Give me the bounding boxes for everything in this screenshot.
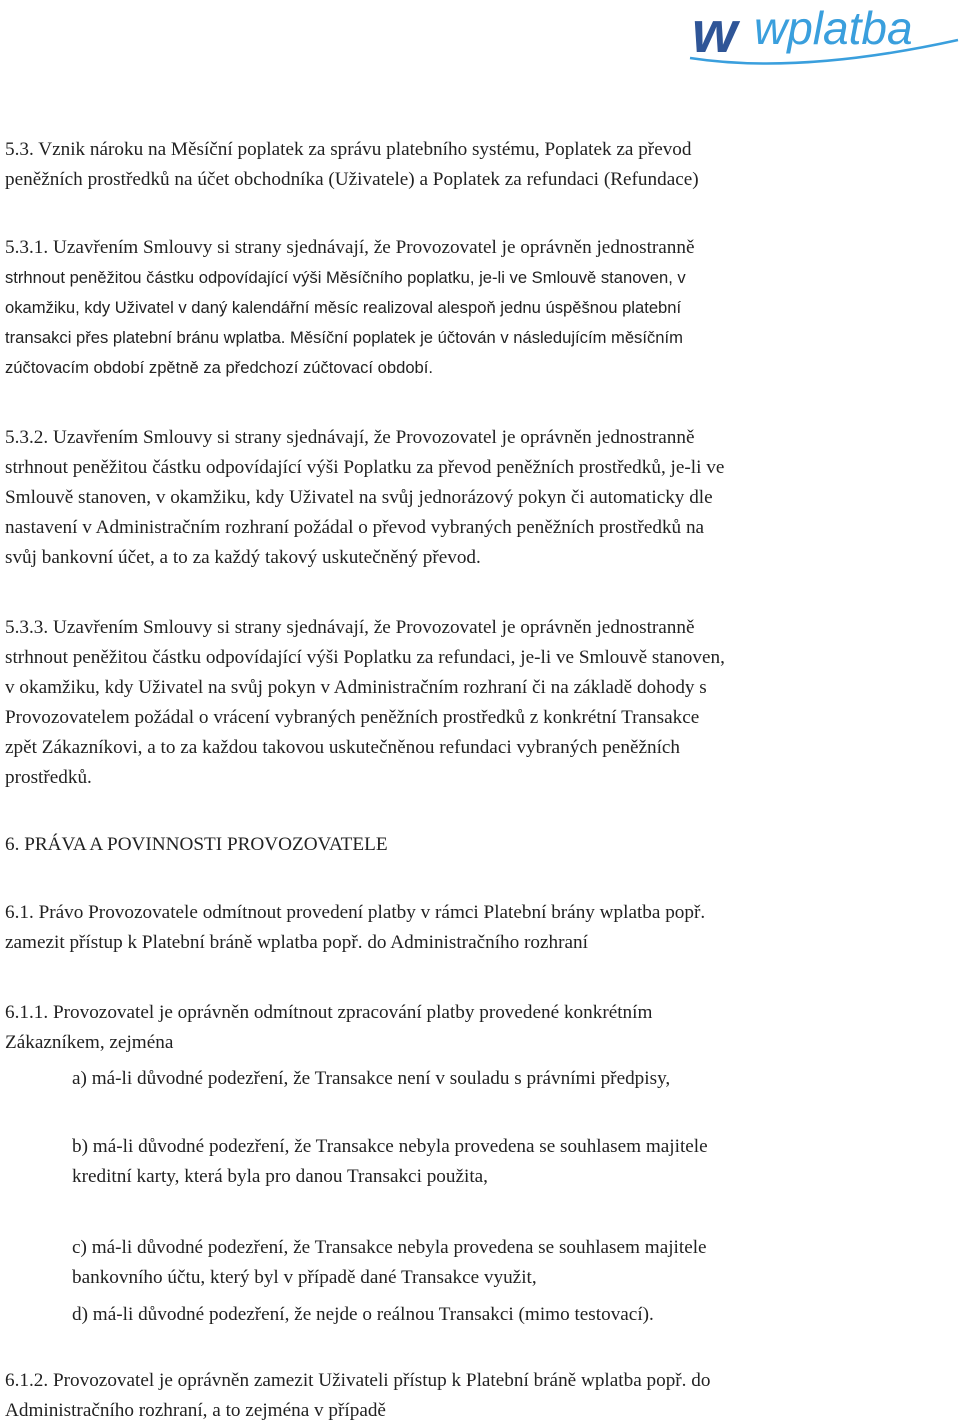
paragraph-5-3-2: 5.3.2. Uzavřením Smlouvy si strany sjednávají, že Provozovatel je oprávněn jednostranně strhnout peněžitou částku odpovídající výši Poplatku za převod peněžních prostředků, je-li ve Smlouvě stanoven, v okamžiku, kdy Uživatel na svůj jednorázový pokyn či automaticky dle nastavení v Administračním rozhraní požádal o převod vybraných peněžních prostředků na svůj bankovní účet, a to za každý takový uskutečněný převod. (5, 427, 725, 568)
list-item-b: b) má-li důvodné podezření, že Transakce nebyla provedena se souhlasem majitele kreditní karty, která byla pro danou Transakci použita, (72, 1136, 708, 1187)
list-item-d: d) má-li důvodné podezření, že nejde o reálnou Transakci (mimo testovací). (72, 1304, 654, 1325)
section-5-3-heading: 5.3. Vznik nároku na Měsíční poplatek za správu platebního systému, Poplatek za převod peněžních prostředků na účet obchodníka (Uživatele) a Poplatek za refundaci (Refundace) (5, 139, 699, 190)
logo-text: wplatba (754, 2, 913, 54)
list-item-a: a) má-li důvodné podezření, že Transakce není v souladu s právními předpisy, (72, 1068, 671, 1089)
section-6-1: 6.1. Právo Provozovatele odmítnout provedení platby v rámci Platební brány wplatba popř. zamezit přístup k Platební bráně wplatba popř. do Administračního rozhraní (5, 902, 706, 953)
svg-text:w: w (692, 0, 738, 65)
paragraph-6-1-2: 6.1.2. Provozovatel je oprávněn zamezit Uživateli přístup k Platební bráně wplatba popř. do Administračního rozhraní, a to zejména v případě (5, 1370, 711, 1421)
list-item-c: c) má-li důvodné podezření, že Transakce nebyla provedena se souhlasem majitele bankovního účtu, který byl v případě dané Transakce využit, (72, 1237, 707, 1288)
paragraph-6-1-1: 6.1.1. Provozovatel je oprávněn odmítnout zpracování platby provedené konkrétním Zákazníkem, zejména (5, 1002, 653, 1053)
section-6-heading: 6. PRÁVA A POVINNOSTI PROVOZOVATELE (5, 834, 388, 855)
wplatba-logo (668, 0, 960, 70)
paragraph-5-3-3: 5.3.3. Uzavřením Smlouvy si strany sjednávají, že Provozovatel je oprávněn jednostranně strhnout peněžitou částku odpovídající výši Poplatku za refundaci, je-li ve Smlouvě stanoven, v okamžiku, kdy Uživatel na svůj pokyn v Administračním rozhraní či na základě dohody s Provozovatelem požádal o vrácení vybraných peněžních prostředků z konkrétní Transakce zpět Zákazníkovi, a to za každou takovou uskutečněnou refundaci vybraných peněžních prostředků. (5, 617, 725, 788)
paragraph-5-3-1: 5.3.1. Uzavřením Smlouvy si strany sjednávají, že Provozovatel je oprávněn jednostranně strhnout peněžitou částku odpovídající výši Měsíčního poplatku, je-li ve Smlouvě stanoven, v okamžiku, kdy Uživatel v daný kalendářní měsíc realizoval alespoň jednu úspěšnou platební transakci přes platební bránu wplatba. Měsíční poplatek je účtován v následujícím měsíčním zúčtovacím období zpětně za předchozí zúčtovací období. (5, 237, 695, 377)
